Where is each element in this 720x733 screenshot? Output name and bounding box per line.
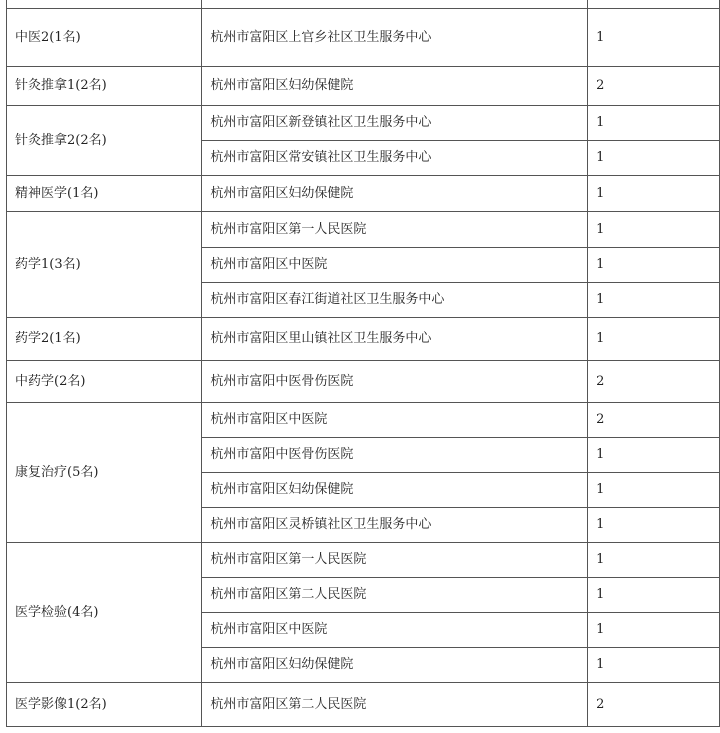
count-cell: 1 (588, 176, 720, 212)
position-cell: 中药学(2名) (7, 361, 202, 403)
hospital-cell: 杭州市富阳区春江街道社区卫生服务中心 (202, 283, 588, 318)
count-cell: 1 (588, 613, 720, 648)
count-cell: 1 (588, 543, 720, 578)
position-cell: 医学影像1(2名) (7, 683, 202, 727)
hospital-cell: 杭州市富阳区常安镇社区卫生服务中心 (202, 141, 588, 176)
position-cell: 精神医学(1名) (7, 176, 202, 212)
hospital-cell: 杭州市富阳中医骨伤医院 (202, 361, 588, 403)
hospital-cell: 杭州市富阳区中医院 (202, 613, 588, 648)
hospital-cell: 杭州市富阳中医骨伤医院 (202, 438, 588, 473)
count-cell: 2 (588, 361, 720, 403)
hospital-cell (202, 0, 588, 9)
count-cell: 1 (588, 106, 720, 141)
hospital-cell: 杭州市富阳区妇幼保健院 (202, 67, 588, 106)
count-cell: 1 (588, 9, 720, 67)
count-cell: 1 (588, 508, 720, 543)
count-cell: 2 (588, 403, 720, 438)
table-row (7, 318, 720, 361)
count-cell: 1 (588, 318, 720, 361)
count-cell: 1 (588, 248, 720, 283)
hospital-cell: 杭州市富阳区第二人民医院 (202, 683, 588, 727)
count-cell: 1 (588, 473, 720, 508)
position-cell: 医学检验(4名) (7, 543, 202, 683)
table-row (7, 106, 720, 141)
table-row (7, 9, 720, 67)
position-cell: 中医2(1名) (7, 9, 202, 67)
table-row (7, 67, 720, 106)
position-cell: 康复治疗(5名) (7, 403, 202, 543)
position-cell (7, 0, 202, 9)
count-cell: 1 (588, 438, 720, 473)
table-row (7, 683, 720, 727)
hospital-cell: 杭州市富阳区第一人民医院 (202, 212, 588, 248)
hospital-cell: 杭州市富阳区妇幼保健院 (202, 176, 588, 212)
hospital-cell: 杭州市富阳区上官乡社区卫生服务中心 (202, 9, 588, 67)
count-cell (588, 0, 720, 9)
count-cell: 2 (588, 683, 720, 727)
table-row (7, 212, 720, 248)
hospital-cell: 杭州市富阳区第一人民医院 (202, 543, 588, 578)
hospital-cell: 杭州市富阳区里山镇社区卫生服务中心 (202, 318, 588, 361)
hospital-cell: 杭州市富阳区中医院 (202, 248, 588, 283)
position-cell: 针灸推拿2(2名) (7, 106, 202, 176)
count-cell: 1 (588, 212, 720, 248)
table-row (7, 0, 720, 9)
hospital-cell: 杭州市富阳区新登镇社区卫生服务中心 (202, 106, 588, 141)
position-cell: 针灸推拿1(2名) (7, 67, 202, 106)
count-cell: 1 (588, 141, 720, 176)
table-row (7, 361, 720, 403)
hospital-cell: 杭州市富阳区妇幼保健院 (202, 648, 588, 683)
table-row (7, 176, 720, 212)
hospital-cell: 杭州市富阳区妇幼保健院 (202, 473, 588, 508)
count-cell: 1 (588, 578, 720, 613)
count-cell: 2 (588, 67, 720, 106)
count-cell: 1 (588, 283, 720, 318)
hospital-cell: 杭州市富阳区中医院 (202, 403, 588, 438)
recruitment-table (6, 0, 720, 727)
hospital-cell: 杭州市富阳区第二人民医院 (202, 578, 588, 613)
hospital-cell: 杭州市富阳区灵桥镇社区卫生服务中心 (202, 508, 588, 543)
table-row (7, 543, 720, 578)
position-cell: 药学2(1名) (7, 318, 202, 361)
count-cell: 1 (588, 648, 720, 683)
table-row (7, 403, 720, 438)
position-cell: 药学1(3名) (7, 212, 202, 318)
